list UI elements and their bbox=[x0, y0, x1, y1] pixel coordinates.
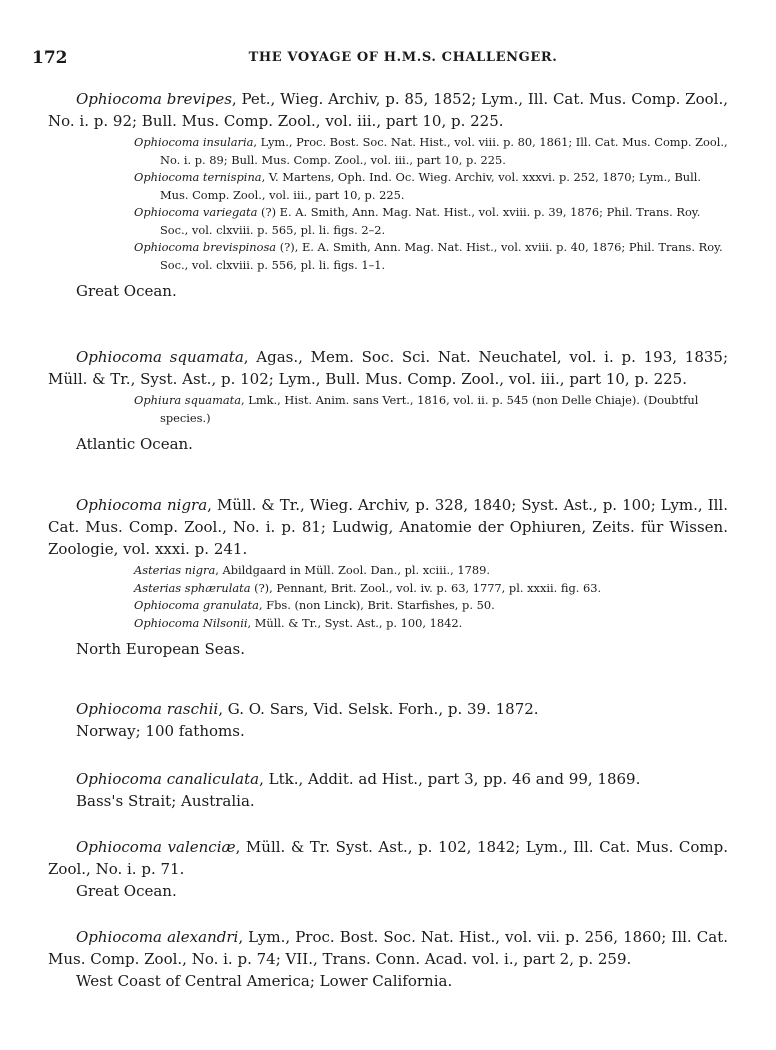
species-citation bbox=[48, 768, 728, 790]
synonym-reference: , Fbs. (non Linck), Brit. Starfishes, p. 50. bbox=[258, 598, 495, 612]
synonym bbox=[134, 169, 728, 204]
locality: Great Ocean. bbox=[76, 882, 177, 900]
synonym bbox=[134, 580, 728, 598]
species-name: Ophiocoma canaliculata bbox=[76, 770, 260, 788]
species-name: Ophiocoma raschii bbox=[76, 700, 219, 718]
synonym bbox=[134, 562, 728, 580]
synonym bbox=[134, 204, 728, 239]
locality: Great Ocean. bbox=[76, 282, 177, 300]
synonym-reference: , Lym., Proc. Bost. Soc. Nat. Hist., vol. viii. p. 80, 1861; Ill. Cat. Mus. Comp. Zool., No. i. p. 89; Bull. Mus. Comp. Zool., vol. iii., part 10, p. 225. bbox=[160, 135, 728, 167]
synonym-name: Ophiocoma insularia bbox=[134, 135, 254, 149]
synonym bbox=[134, 134, 728, 169]
synonym-name: Ophiocoma Nilsonii bbox=[134, 615, 248, 630]
synonym-name: Ophiocoma variegata bbox=[134, 205, 258, 219]
species-entry bbox=[48, 698, 728, 742]
synonym-reference: (?), Pennant, Brit. Zool., vol. iv. p. 63, 1777, pl. xxxii. fig. 63. bbox=[250, 580, 602, 595]
locality: Atlantic Ocean. bbox=[76, 435, 193, 453]
species-entry bbox=[48, 836, 728, 902]
species-citation bbox=[48, 494, 728, 560]
running-title: THE VOYAGE OF H.M.S. CHALLENGER. bbox=[248, 50, 558, 65]
page-number: 172 bbox=[32, 48, 68, 68]
synonym-name: Ophiura squamata bbox=[134, 393, 242, 407]
synonym-name: Ophiocoma granulata bbox=[134, 598, 259, 612]
synonym-reference: , Lmk., Hist. Anim. sans Vert., 1816, vol. ii. p. 545 (non Delle Chiaje). (Doubtful species.) bbox=[160, 393, 699, 425]
locality: North European Seas. bbox=[76, 640, 246, 658]
synonym-name: Asterias nigra bbox=[134, 563, 216, 577]
citation-text: , G. O. Sars, Vid. Selsk. Forh., p. 39. 1872. bbox=[218, 700, 539, 718]
page-header bbox=[32, 48, 744, 72]
species-entry bbox=[48, 494, 728, 660]
synonym-reference: , V. Martens, Oph. Ind. Oc. Wieg. Archiv, vol. xxxvi. p. 252, 1870; Lym., Bull. Mus. Comp. Zool., vol. iii., part 10, p. 225. bbox=[160, 170, 702, 202]
species-entry bbox=[48, 346, 728, 455]
species-citation bbox=[48, 346, 728, 390]
citation-text: , Lym., Proc. Bost. Soc. Nat. Hist., vol. vii. p. 256, 1860; Ill. Cat. Mus. Comp. Zool., No. i. p. 74; VII., Trans. Conn. Acad. vol. i., part 2, p. 259. bbox=[48, 928, 728, 968]
synonym bbox=[134, 239, 728, 274]
synonym-reference: , Abildgaard in Müll. Zool. Dan., pl. xciii., 1789. bbox=[215, 563, 490, 577]
citation-text: , Ltk., Addit. ad Hist., part 3, pp. 46 and 99, 1869. bbox=[259, 770, 641, 788]
species-name: Ophiocoma brevipes bbox=[76, 90, 232, 108]
synonym-name: Ophiocoma ternispina bbox=[134, 170, 262, 184]
synonym-reference: (?), E. A. Smith, Ann. Mag. Nat. Hist., vol. xviii. p. 40, 1876; Phil. Trans. Roy. Soc., vol. clxviii. p. 556, pl. li. figs. 1–1. bbox=[160, 240, 723, 272]
synonym bbox=[134, 615, 728, 633]
citation-text: , Agas., Mem. Soc. Sci. Nat. Neuchatel, vol. i. p. 193, 1835; Müll. & Tr., Syst. Ast., p. 102; Lym., Bull. Mus. Comp. Zool., vol. iii., part 10, p. 225. bbox=[48, 348, 729, 388]
locality: West Coast of Central America; Lower California. bbox=[76, 972, 453, 990]
synonym bbox=[134, 597, 728, 615]
species-name: Ophiocoma squamata bbox=[76, 348, 244, 366]
species-name: Ophiocoma valenciæ bbox=[76, 838, 236, 856]
species-entry bbox=[48, 88, 728, 302]
species-entry bbox=[48, 926, 728, 992]
species-citation bbox=[48, 88, 728, 132]
synonym-name: Ophiocoma brevispinosa bbox=[134, 240, 277, 254]
species-name: Ophiocoma alexandri bbox=[76, 928, 239, 946]
locality: Norway; 100 fathoms. bbox=[76, 722, 245, 740]
synonym-name: Asterias sphærulata bbox=[134, 580, 251, 595]
synonym-reference: , Müll. & Tr., Syst. Ast., p. 100, 1842. bbox=[247, 615, 463, 630]
citation-text: , Pet., Wieg. Archiv, p. 85, 1852; Lym., Ill. Cat. Mus. Comp. Zool., No. i. p. 92; Bull. Mus. Comp. Zool., vol. iii., part 10, p. 225. bbox=[48, 90, 728, 130]
locality: Bass's Strait; Australia. bbox=[76, 792, 255, 810]
species-citation bbox=[48, 836, 728, 880]
species-citation bbox=[48, 926, 728, 970]
synonym bbox=[134, 392, 728, 427]
species-citation bbox=[48, 698, 728, 720]
species-entry bbox=[48, 768, 728, 812]
species-name: Ophiocoma nigra bbox=[76, 496, 208, 514]
citation-text: , Müll. & Tr., Wieg. Archiv, p. 328, 1840; Syst. Ast., p. 100; Lym., Ill. Cat. Mus. Comp. Zool., No. i. p. 81; Ludwig, Anatomie der Ophiuren, Zeits. für Wissen. Zoologie, vol. xxxi. p. 241. bbox=[48, 496, 728, 558]
synonym-reference: (?) E. A. Smith, Ann. Mag. Nat. Hist., vol. xviii. p. 39, 1876; Phil. Trans. Roy. Soc., vol. clxviii. p. 565, pl. li. figs. 2–2. bbox=[160, 205, 701, 237]
citation-text: , Müll. & Tr. Syst. Ast., p. 102, 1842; Lym., Ill. Cat. Mus. Comp. Zool., No. i. p. 71. bbox=[48, 838, 728, 878]
